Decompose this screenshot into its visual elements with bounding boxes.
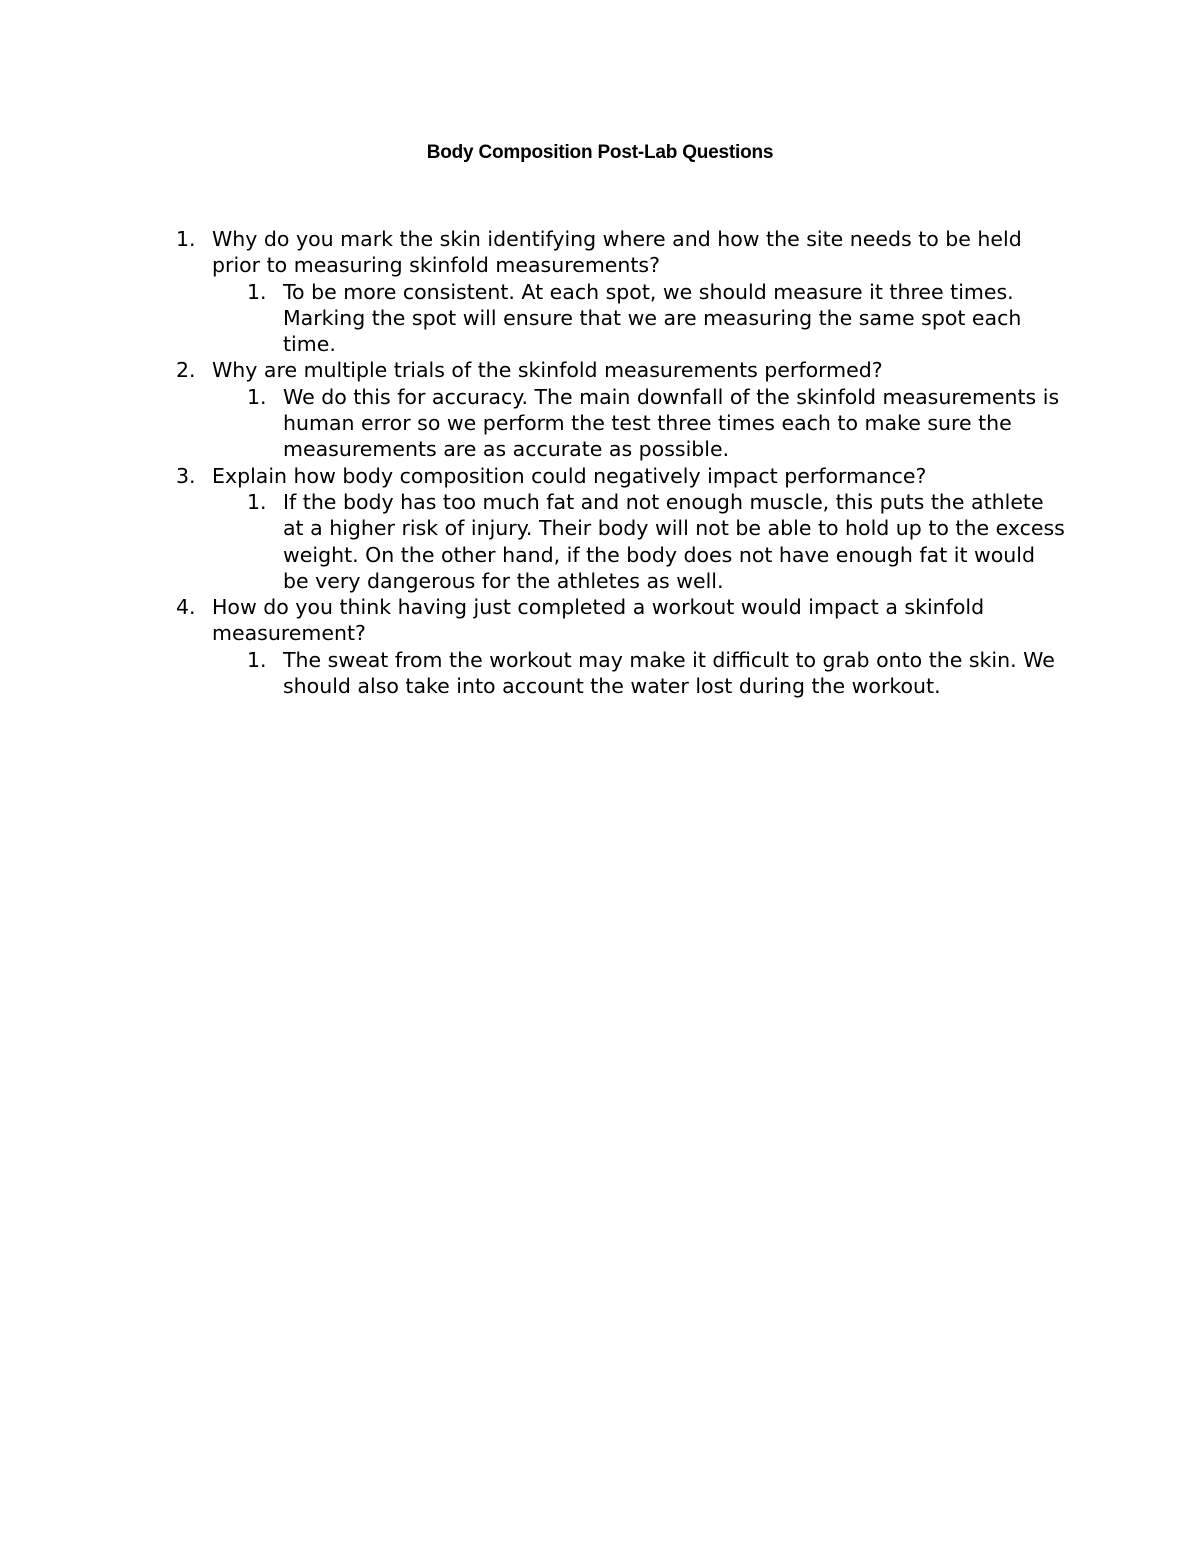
- answer-item: [212, 647, 1066, 700]
- question-number: 3.: [176, 463, 196, 488]
- answer-item: [212, 384, 1066, 463]
- page-title: Body Composition Post-Lab Questions: [426, 142, 774, 163]
- question-item-1: [176, 226, 1066, 357]
- answer-item: [212, 279, 1066, 358]
- question-list: [176, 226, 1066, 699]
- question-number: 1.: [176, 227, 196, 251]
- question-item-2: [176, 357, 1066, 462]
- question-item-4: [176, 594, 1066, 699]
- question-text: Explain how body composition could negatively impact performance?: [212, 463, 927, 488]
- answer-text: The sweat from the workout may make it difficult to grab onto the skin. We should also take into account the water lost during the workout.: [283, 647, 1055, 699]
- answer-text: If the body has too much fat and not enough muscle, this puts the athlete at a higher risk of injury. Their body will not be able to hold up to the excess weight. On the other hand, if the body does not have enough fat it would be very dangerous for the athletes as well.: [283, 489, 1065, 593]
- question-text: How do you think having just completed a workout would impact a skinfold measurement?: [212, 595, 985, 646]
- answer-number: 1.: [247, 647, 267, 672]
- answer-text: To be more consistent. At each spot, we should measure it three times. Marking the spot will ensure that we are measuring the same spot each time.: [283, 279, 1022, 357]
- answer-list: [212, 489, 1066, 594]
- answer-text: We do this for accuracy. The main downfall of the skinfold measurements is human error so we perform the test three times each to make sure the measurements are as accurate as possible.: [283, 384, 1060, 462]
- answer-list: [212, 647, 1066, 700]
- answer-number: 1.: [247, 279, 267, 304]
- answer-list: [212, 279, 1066, 358]
- question-item-3: [176, 463, 1066, 594]
- question-text: Why do you mark the skin identifying where and how the site needs to be held prior to measuring skinfold measurements?: [212, 227, 1022, 278]
- answer-item: [212, 489, 1066, 594]
- answer-number: 1.: [247, 489, 267, 514]
- answer-number: 1.: [247, 384, 267, 409]
- question-number: 4.: [176, 595, 196, 620]
- question-number: 2.: [176, 358, 196, 383]
- answer-list: [212, 384, 1066, 463]
- question-text: Why are multiple trials of the skinfold measurements performed?: [212, 358, 883, 383]
